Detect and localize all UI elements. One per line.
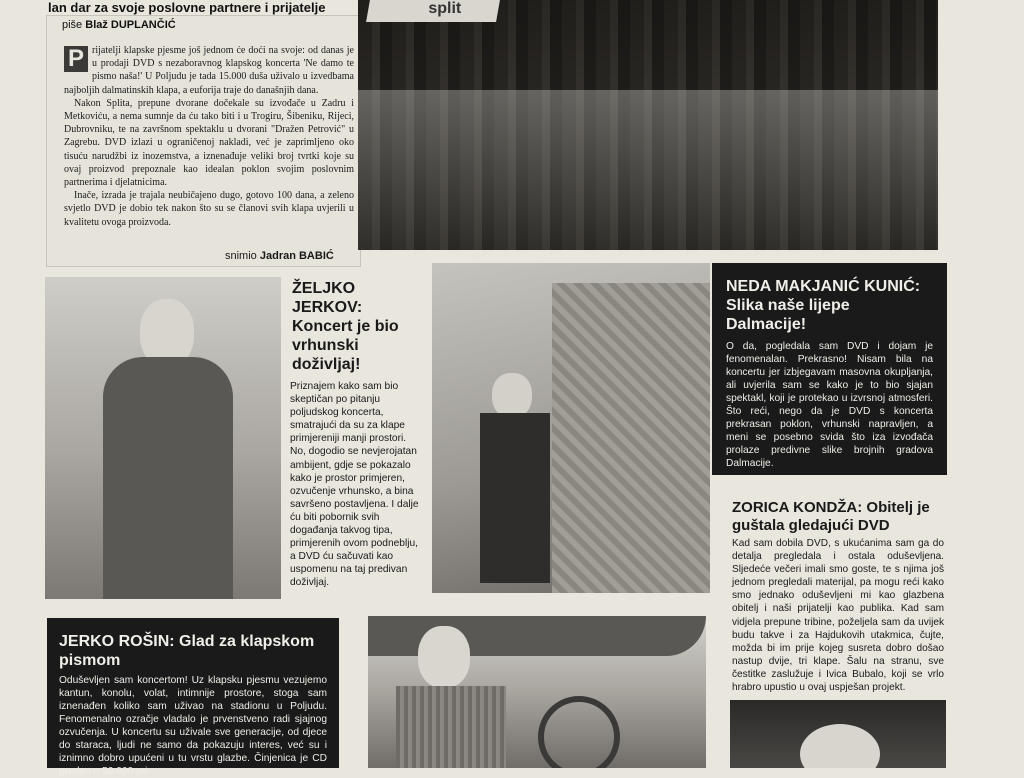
intro-text <box>64 44 354 229</box>
intro-paragraph-1 <box>64 44 354 97</box>
neda-photo <box>432 263 710 593</box>
neda-text: O da, pogledala sam DVD i dojam je fenomenalan. Prekrasno! Nisam bila na koncertu jer izbjegavam masovna okupljanja, ali uvjerila sam se kako je to bio sjajan spektakl, koji je protekao u izvrsnoj atmosferi. Što reći, nego da je DVD s koncerta prekrasan poklon, vrhunski napravljen, a meni se posebno svida što iza izvođača prolaze predivne slike brojnih gradova Dalmacije. <box>726 341 933 469</box>
byline-author: Blaž DUPLANČIĆ <box>85 19 176 31</box>
zeljko-title: ŽELJKO JERKOV: Koncert je bio vrhunski doživljaj! <box>292 280 399 373</box>
zorica-text: Kad sam dobila DVD, s ukućanima sam ga do detalja pregledala i ostala oduševljena. Sljedeće večeri imali smo goste, te s njima još jednom pregledali materijal, pa mogu reći kako smo jednako oduševljeni mi kao glazbena obitelj i naši prijatelji kao publika. Kad sam vidjela prepune tribine, poželjela sam da uvijek budu takve i za Hajdukovih utakmica, čujte, možda bi im prije kojeg susreta dobro došao nastup dvije, tri klape. Šalu na stranu, sve čestitke zaslužuje i Ivica Bubalo, koji se vrlo hrabro upustio u ovaj uspješan projekt. <box>732 538 944 694</box>
zeljko-text: Priznajem kako sam bio skeptičan po pitanju poljudskog koncerta, smatrajući da su za klape primjereniji manji prostori. No, dogodio se nevjerojatan ambijent, gdje se pokazalo kako je prostor primjeren, ozvučenje vrhunsko, a bina savršeno postavljena. I dalje ću biti pobornik svih događanja takvog tipa, primjerenih ovom podneblju, a DVD ću sačuvati kao uspomenu na taj predivan doživljaj. <box>290 381 419 589</box>
jerko-photo <box>368 616 706 768</box>
intro-paragraph-3: Inače, izrada je trajala neubičajeno dugo, gotovo 100 dana, a zeleno svjetlo DVD je dobio tek nakon što su se članovi svih klapa uvjerili u kvalitetu ovoga proizvoda. <box>64 190 354 228</box>
jerko-jacket <box>396 686 506 768</box>
neda-backdrop <box>552 283 710 593</box>
neda-figure <box>480 413 550 583</box>
stadium-banner-text: split <box>428 0 462 17</box>
photo-credit-author: Jadran BABIĆ <box>259 250 334 262</box>
jerko-title: JERKO ROŠIN: Glad za klapskom pismom <box>59 633 315 669</box>
dropcap: P <box>64 46 88 72</box>
zorica-head <box>800 724 880 768</box>
zorica-photo <box>730 700 946 768</box>
neda-title: NEDA MAKJANIĆ KUNIĆ: Slika naše lijepe Dalmacije! <box>726 278 921 333</box>
byline <box>62 19 176 31</box>
steering-wheel <box>538 696 620 768</box>
photo-credit-prefix: snimio <box>225 250 257 262</box>
intro-paragraph-1-text: rijatelji klapske pjesme još jednom će doći na svoje: od danas je u prodaji DVD s nezaboravnog klapskog koncerta 'Ne damo te pismo naša!' U Poljudu je tada 15.000 duša uživalo u izvedbama najboljih dalmatinskih klapa, a euforija traje do današnjih dana. <box>64 45 354 96</box>
top-headline: lan dar za svoje poslovne partnere i prijatelje <box>48 0 326 15</box>
jerko-head <box>418 626 470 688</box>
neda-box <box>712 263 947 475</box>
crowd-photo <box>358 0 938 250</box>
audience-foreground <box>358 90 938 250</box>
neda-head <box>492 373 532 418</box>
jerko-text: Oduševljen sam koncertom! Uz klapsku pjesmu vezujemo kantun, konolu, volat, intimnije prostore, stoga sam iznenađen koliko sam uživao na stadionu u Poljudu. Fenomenalno ozračje vladalo je prvenstveno radi sjajnog ozvučenja. U koncertu su uživale sve generacije, od djece do staraca, ljudi ne samo da pokazuju interes, već su i iznimno dobro upućeni u tu vrstu glazbe. Činjenica je CD prodan u 50.000 pri- <box>59 675 327 777</box>
photo-credit <box>225 250 334 262</box>
jerko-box <box>47 618 339 777</box>
zeljko-shirt <box>103 357 233 599</box>
intro-paragraph-2: Nakon Splita, prepune dvorane dočekale su izvođače u Zadru i Metkoviću, a nema sumnje da ću tako biti i u Trogiru, Šibeniku, Rijeci, Dubrovniku, te na završnom spektaklu u dvorani "Dražen Petrović" u Zagrebu. DVD izlazi u ograničenoj nakladi, već je zaprimljeno oko tisuću narudžbi iz inozemstva, a iznenađuje veliki broj tvrtki koje su ovaj proizvod prepoznale kao idealan poklon svojim poslovnim partnerima i djelatnicima. <box>64 97 354 189</box>
zeljko-photo <box>45 277 281 599</box>
stadium-banner <box>366 0 500 22</box>
zorica-title: ZORICA KONDŽA: Obitelj je guštala gledajući DVD <box>732 499 930 534</box>
byline-prefix: piše <box>62 19 83 31</box>
